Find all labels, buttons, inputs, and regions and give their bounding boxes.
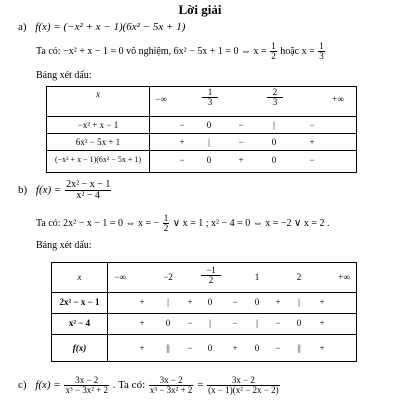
table-b-row2-sign: 0 [165,318,171,328]
table-b-row1-sign: + [275,297,281,307]
table-a-header-two-thirds: $\frac{2}{3}$ [267,88,283,107]
table-b-row1-sign: 0 [254,297,260,307]
table-b-row1-sign: + [319,297,325,307]
part-c-fraction3 [207,376,279,395]
table-b-header-x: x [77,272,82,282]
table-b-row3-sign: − [275,343,281,353]
part-a-analysis-text: Ta có: −x² + x − 1 = 0 vô nghiệm, 6x² − 5x + 1 = 0 ⇔ x = [36,45,267,57]
table-b-row3-sign: − [187,343,193,353]
part-a-table-title: Bảng xét dấu: [36,70,92,81]
table-b-row3-sign: 0 [254,343,260,353]
table-a-row2-sign: + [179,137,185,147]
part-c-frac2-num: 3x − 2 [149,376,194,386]
table-a-row3-sign: 0 [206,155,212,165]
table-a-row3-sign: − [179,155,185,165]
table-a-row1-label: −x² + x − 1 [77,120,119,130]
part-b-table-title: Bảng xét dấu: [36,240,92,251]
table-a-row1-sign: − [309,120,315,130]
table-b-row3-sign: || [166,343,170,353]
table-b-header-neg-two: −2 [163,272,173,282]
table-a-row1-sign: | [273,120,275,130]
table-a-row2-label: 6x² − 5x + 1 [75,137,121,147]
table-b-header-neg-inf: −∞ [114,272,126,282]
table-b-row2-sign: | [209,318,211,328]
part-c-frac3-num: 3x − 2 [207,376,279,386]
table-b-row2-sign: + [139,318,145,328]
part-b-analysis-prefix: Ta có: 2x² − x − 1 = 0 ⇔ x = − [36,217,160,229]
table-b-row3-sign: + [139,343,145,353]
table-a-header-neg-inf: −∞ [155,94,167,104]
part-b-frac-num: 2x² − x − 1 [66,179,111,190]
part-a-root1-fraction [270,42,277,61]
part-b-root-fraction [163,214,170,233]
part-c-frac-num: 3x − 2 [64,376,109,386]
part-a-header [18,21,185,33]
part-c-f-prefix: f(x) = [35,379,61,392]
table-a-header-pos-inf: +∞ [332,94,344,104]
part-a-root1-num: 1 [271,41,276,51]
table-a-row1-sign: − [179,120,185,130]
part-b-header [18,180,112,201]
table-b-row1-sign: | [298,297,300,307]
table-b-row1-label: 2x² − x − 1 [59,297,100,307]
part-b-root-num: 1 [163,213,169,223]
table-a-row2-sign: + [309,137,315,147]
part-c-frac-den: x³ − 3x² + 2 [65,385,109,395]
table-a-row1-sign: − [238,120,244,130]
table-b-row3-sign: + [319,343,325,353]
table-a-row3-sign: 0 [271,155,277,165]
table-b-header-pos-inf: +∞ [338,272,350,282]
table-b-row1-sign: + [139,297,145,307]
part-a-root1-den: 2 [271,51,276,61]
table-b-row3-sign: + [232,343,238,353]
table-a-row2-sign: | [208,137,210,147]
table-b-row2-sign: − [187,318,193,328]
part-c-fraction [64,376,109,395]
table-b-row2-sign: + [319,318,325,328]
table-a-row3-sign: − [309,155,315,165]
table-a-row2-sign: 0 [271,137,277,147]
table-b-row2-label: x² − 4 [68,318,91,328]
part-a-expression: f(x) = (−x² + x − 1)(6x² − 5x + 1) [35,21,186,33]
table-a-row3-label: (−x² + x − 1)(6x² − 5x + 1) [54,155,141,164]
part-b-analysis [36,214,330,233]
table-b-row2-sign: 0 [296,318,302,328]
part-c-frac3-den: (x − 1)(x² − 2x − 2) [208,385,279,395]
part-c-header [18,376,281,395]
part-a-root2-num: 1 [319,41,324,51]
table-a-row3-sign: + [238,155,244,165]
table-b-row1-sign: + [187,297,193,307]
part-c-fraction2 [149,376,194,395]
table-b-row3-label: f(x) [72,343,87,353]
table-b-row1-sign: 0 [207,297,213,307]
part-b-analysis-suffix: ∨ x = 1 ; x² − 4 = 0 ⇔ x = −2 ∨ x = 2 . [172,217,330,229]
table-b-header-one: 1 [254,272,260,282]
part-b-f-prefix: f(x) = [35,184,62,197]
part-b-frac-den: x² − 4 [76,190,101,201]
part-c-mid-text: . Ta có: [112,379,146,392]
table-b-header-neg-half: $\frac{-1}{2}$ [201,266,221,285]
part-b-fraction [65,180,111,201]
table-a-row1-sign: 0 [206,120,212,130]
table-a-header-one-third: $\frac{1}{3}$ [202,88,218,107]
table-b-row1-sign: | [167,297,169,307]
part-a-mid-text: hoặc x = [280,45,315,57]
table-b-row2-sign: | [256,318,258,328]
part-a-root2-fraction [318,42,325,61]
part-a-label: a) [18,21,27,33]
page-title: Lời giải [178,2,222,17]
table-b-header-two: 2 [296,272,302,282]
table-b-row1-sign: − [232,297,238,307]
table-b-row3-sign: 0 [207,343,213,353]
table-b-row2-sign: − [232,318,238,328]
part-c-equals: = [197,379,204,392]
table-a-header-x: x [96,89,100,99]
part-a-analysis [36,42,326,61]
table-b-row3-sign: || [297,343,301,353]
part-b-root-den: 2 [163,223,169,233]
table-b-row2-sign: − [275,318,281,328]
part-c-label: c) [18,379,27,392]
part-a-root2-den: 3 [319,51,324,61]
part-b-label: b) [18,184,28,197]
table-a-row2-sign: − [238,137,244,147]
part-c-frac2-den: x³ − 3x² + 2 [149,385,193,395]
